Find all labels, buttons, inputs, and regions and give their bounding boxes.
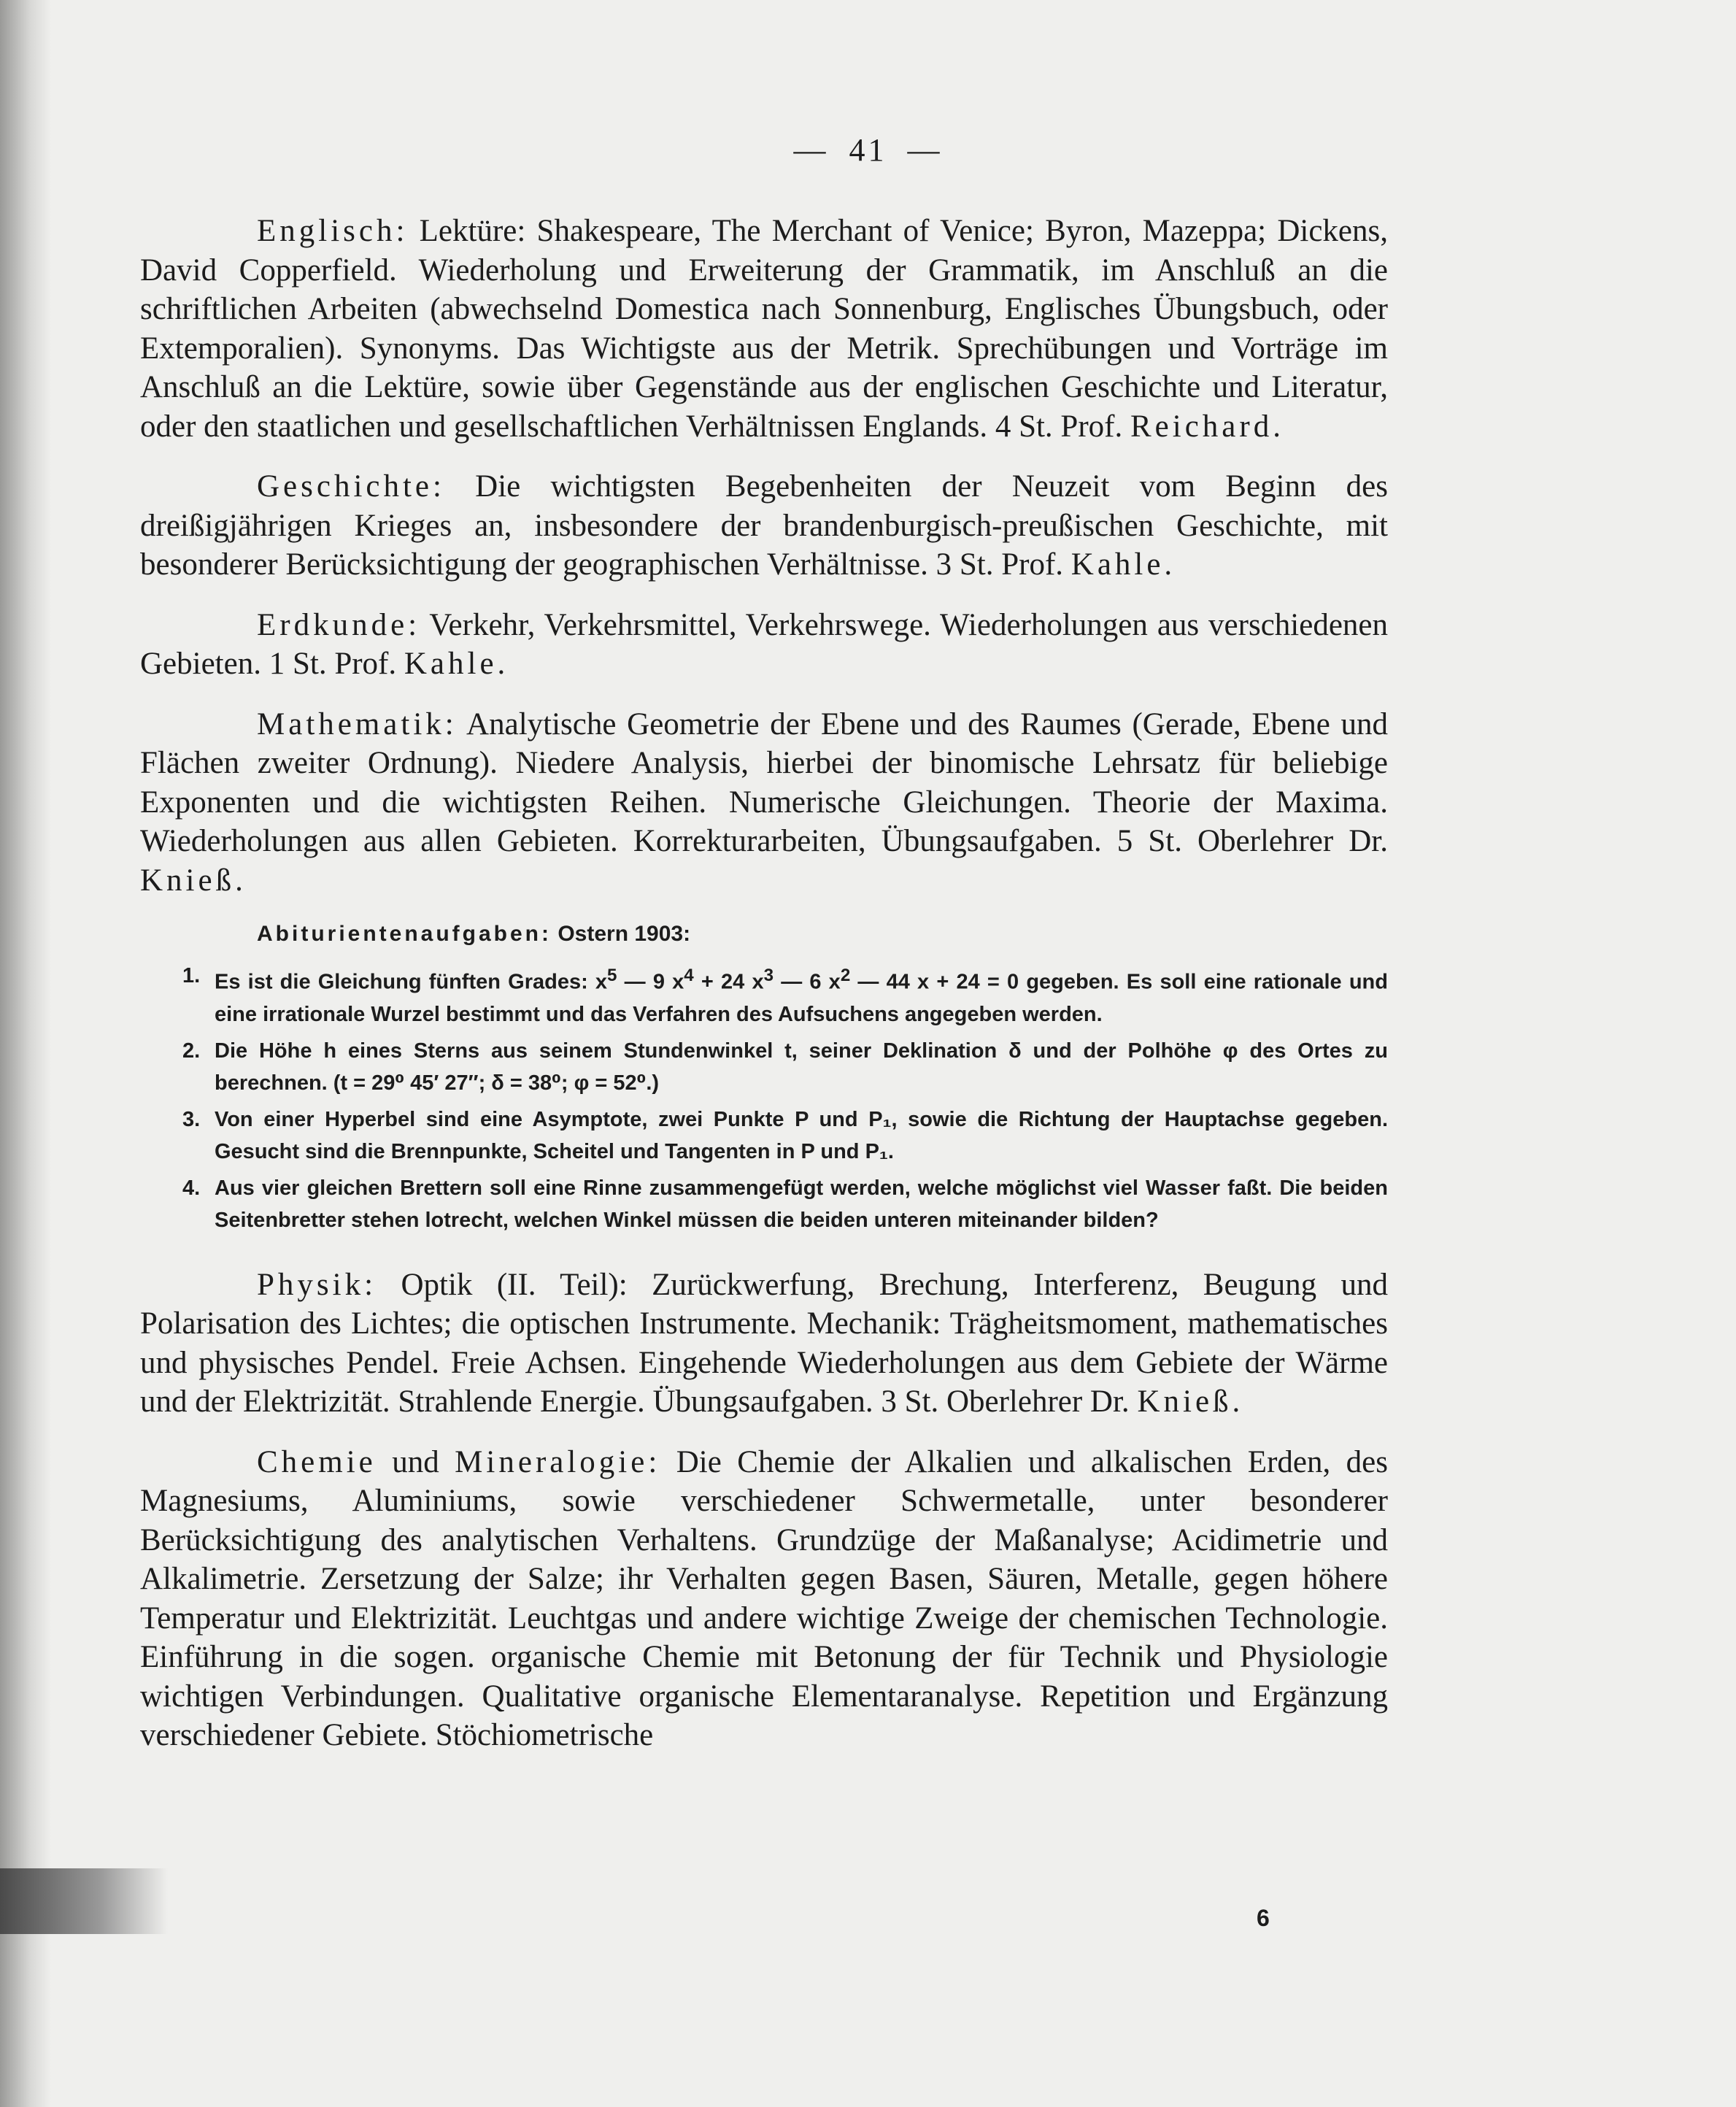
heading-mathematik: Mathematik: [257, 706, 458, 742]
abitur-task-1 [140, 960, 1388, 1031]
exponent: 4 [684, 966, 694, 985]
task-text: + 24 x [693, 970, 764, 994]
paragraph-erdkunde [140, 606, 1388, 684]
heading-physik: Physik: [257, 1267, 377, 1302]
exponent: 3 [763, 966, 774, 985]
signature-mark: 6 [1257, 1905, 1270, 1931]
text-englisch: Lektüre: Shakespeare, The Merchant of Venice; Byron, Mazeppa; Dickens, David Copperfield. Wiederholung und Erweiterung der Grammatik, im Anschluß an die schriftlichen Arbeiten (abwechselnd Domestica nach Sonnenburg, Englisches Übungsbuch, oder Extemporalien). Synonyms. Das Wichtigste aus der Metrik. Sprechübungen und Vorträge im Anschluß an die Lektüre, sowie über Gegenstände aus der englischen Geschichte und Literatur, oder den staatlichen und gesellschaftlichen Verhältnissen Englands. 4 St. Prof. [140, 214, 1388, 444]
heading-chemie: Chemie [257, 1444, 377, 1479]
task-number: 1. [182, 964, 201, 987]
task-text: — 6 x [774, 970, 841, 994]
text-physik: Optik (II. Teil): Zurückwerfung, Brechung, Interferenz, Beugung und Polarisation des Lichtes; die optischen Instrumente. Mechanik: Trägheitsmoment, mathematisches und physisches Pendel. Freie Achsen. Eingehende Wiederholungen aus dem Gebiete der Wärme und der Elektrizität. Strahlende Energie. Übungsaufgaben. 3 St. Oberlehrer Dr. [140, 1267, 1388, 1420]
abitur-task-2 [140, 1035, 1388, 1099]
task-text: — 44 x + 24 = 0 gegeben. Es soll eine rationale und eine irrationale Wurzel bestimmt und das Verfahren des Aufsuchens angegeben werden. [215, 970, 1388, 1026]
page-number-value: 41 [849, 132, 887, 168]
text-mathematik: Analytische Geometrie der Ebene und des Raumes (Gerade, Ebene und Flächen zweiter Ordnung). Niedere Analysis, hierbei der binomische Lehrsatz für beliebige Exponenten und die wichtigsten Reihen. Numerische Gleichungen. Theorie der Maxima. Wiederholungen aus allen Gebieten. Korrekturarbeiten, Übungsaufgaben. 5 St. Oberlehrer Dr. [140, 706, 1388, 858]
teacher-geschichte: Kahle. [1070, 547, 1176, 582]
page-edge-shadow [0, 0, 51, 2107]
task-text: — 9 x [617, 970, 684, 994]
teacher-erdkunde: Kahle. [404, 647, 509, 681]
heading-erdkunde: Erdkunde: [257, 607, 421, 642]
exponent: 2 [840, 966, 851, 985]
task-text: Es ist die Gleichung fünften Grades: x [215, 970, 608, 994]
page-number: — 41 — [793, 132, 943, 168]
heading-geschichte: Geschichte: [257, 469, 445, 504]
paragraph-chemie [140, 1443, 1388, 1755]
task-number: 2. [182, 1039, 201, 1063]
exponent: 5 [607, 966, 617, 985]
page-edge-shadow-bottom [0, 1868, 168, 1934]
text-erdkunde: Verkehr, Verkehrsmittel, Verkehrswege. Wiederholungen aus verschiedenen Gebieten. 1 St. Prof. [140, 607, 1388, 681]
abitur-heading [257, 922, 1388, 947]
abitur-task-4 [140, 1172, 1388, 1236]
text-geschichte: Die wichtigsten Begebenheiten der Neuzeit vom Beginn des dreißigjährigen Krieges an, insbesondere der brandenburgisch-preußischen Geschichte, mit besonderer Berücksichtigung der geographischen Verhältnisse. 3 St. Prof. [140, 469, 1388, 582]
paragraph-physik [140, 1266, 1388, 1422]
task-text: Von einer Hyperbel sind eine Asymptote, zwei Punkte P und P₁, sowie die Richtung der Hauptachse gegeben. Gesucht sind die Brennpunkte, Scheitel und Tangenten in P und P₁. [215, 1107, 1388, 1163]
paragraph-mathematik [140, 705, 1388, 901]
text-chemie: Die Chemie der Alkalien und alkalischen Erden, des Magnesiums, Aluminiums, sowie verschiedener Schwermetalle, unter besonderer Berücksichtigung des analytischen Verhaltens. Grundzüge der Maßanalyse; Acidimetrie und Alkalimetrie. Zersetzung der Salze; ihr Verhalten gegen Basen, Säuren, Metalle, gegen höhere Temperatur und Elektrizität. Leuchtgas und andere wichtige Zweige der chemischen Technologie. Einführung in die sogen. organische Chemie mit Betonung der für Technik und Physiologie wichtigen Verbindungen. Qualitative organische Elementaranalyse. Repetition und Ergänzung verschiedener Gebiete. Stöchiometrische [140, 1444, 1389, 1753]
abitur-label: Abiturientenaufgaben: [257, 922, 552, 946]
task-text: Aus vier gleichen Brettern soll eine Rinne zusammengefügt werden, welche möglichst viel Wasser faßt. Die beiden Seitenbretter stehen lotrecht, welchen Winkel müssen die beiden unteren miteinander bilden? [215, 1176, 1388, 1232]
teacher-physik: Knieß. [1137, 1384, 1244, 1420]
teacher-englisch: Reichard. [1130, 409, 1284, 444]
paragraph-englisch [140, 212, 1388, 446]
abitur-date: Ostern 1903: [558, 922, 691, 946]
abitur-task-3 [140, 1103, 1388, 1168]
heading-chemie-conjunction: und [376, 1444, 455, 1479]
paragraph-geschichte [140, 467, 1388, 585]
task-text: Die Höhe h eines Sterns aus seinem Stundenwinkel t, seiner Deklination δ und der Polhöhe φ des Ortes zu berechnen. (t = 29⁰ 45′ 27″; δ = 38⁰; φ = 52⁰.) [215, 1039, 1388, 1095]
body-text [140, 212, 1388, 1776]
task-number: 4. [182, 1176, 201, 1200]
teacher-mathematik: Knieß. [140, 863, 247, 898]
task-number: 3. [182, 1107, 201, 1131]
heading-mineralogie: Mineralogie: [455, 1444, 661, 1479]
heading-englisch: Englisch: [257, 214, 409, 248]
